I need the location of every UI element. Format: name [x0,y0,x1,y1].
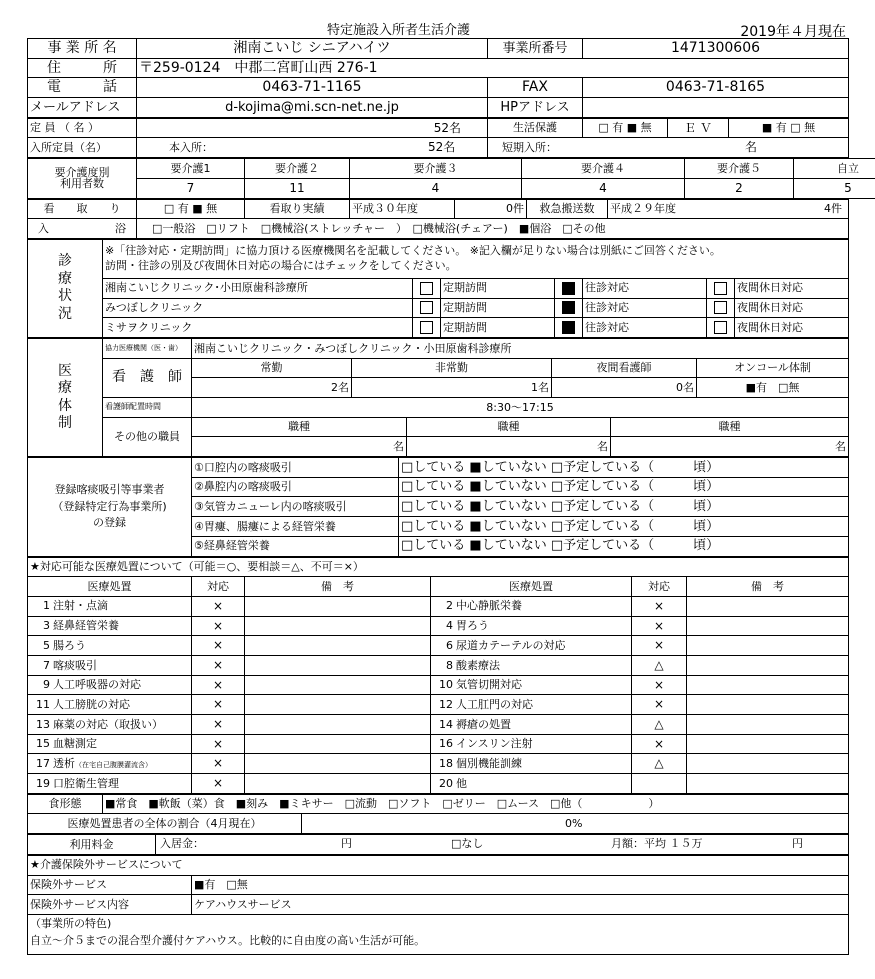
kyukyu-label: 救急搬送数 [527,199,608,219]
treatment-biko [687,596,849,616]
treatment-name [431,715,632,735]
treatment-biko [687,715,849,735]
care-level-label-1: 要介護度別 [54,165,110,179]
ev-value: ■ 有 □ 無 [729,118,849,138]
clinic-name: 湘南こいじクリニック･小田原歯科診療所 [103,278,413,298]
care-level-count: 7 [137,178,245,198]
teiin-label: 定 員 （ 名 ） [28,118,137,138]
hijokin-value: 1名 [352,378,552,398]
treatment-mark: × [192,754,245,774]
care-level-name: 要介護２ [245,159,350,179]
facility-hp [583,98,849,118]
shinryo-note [103,239,849,278]
treatment-biko [245,675,431,695]
treatment-mark: × [632,636,687,656]
treatment-no: 16 [439,737,453,751]
treatment-header-row [28,557,849,577]
jokin-label: 常勤 [192,358,352,378]
kakutan-item: ⑤経鼻経管栄養 [192,536,399,556]
seikatsu-label: 生活保護 [488,118,583,138]
mitori-table [27,199,849,239]
treatment-biko [245,754,431,774]
treatment-name [431,774,632,794]
kaigo-table [27,855,849,955]
kakutan-table [27,457,849,556]
row-shinryo-note [28,239,849,278]
treatment-mark: × [632,695,687,715]
clinic-row [28,318,849,338]
capacity-table [27,118,849,158]
care-level-name: 要介護４ [522,159,685,179]
oushin-checkbox[interactable] [555,318,583,338]
treatment-label: 透析 [53,756,75,770]
tel-label: 電 話 [28,78,137,98]
yakan-checkbox[interactable] [707,278,735,298]
shinryo-note-2: 訪問・往診の別及び夜間休日対応の場合にはチェックをしてください。 [105,258,457,272]
tanki-value: 名 [745,140,758,155]
kakutan-row [28,458,849,478]
facility-name: 湘南こいじ シニアハイツ [137,39,488,59]
getsugaku: 月額：平均 １５万 [611,837,703,851]
kaigo-header: ★介護保険外サービスについて [28,855,849,875]
treatment-name [28,675,192,695]
shinryo-table [27,239,849,338]
other-staff-label: その他の職員 [103,417,192,456]
kakutan-label-3: の登録 [93,516,126,530]
mitori-jisseki-label: 看取り実績 [245,199,350,219]
meals-options: ■常食 ■軟飯（菜）食 ■刻み ■ミキサー □流動 □ソフト □ゼリー □ムース □他（ ） [103,794,849,814]
treatment-label: 気管切開対応 [456,678,522,692]
treatment-label: 口腔衛生管理 [53,776,119,790]
ev-label: Ｅ Ｖ [668,118,729,138]
treatment-mark: × [192,715,245,735]
shinryo-note-1: ※「往診対応・定期訪問」に協力頂ける医療機関名を記載してください。 ※記入欄が足りない場合は別紙にご回答ください。 [105,244,721,258]
treatment-sub: （在宅自己腹膜灌流含） [75,760,152,769]
naiyo-value: ケアハウスサービス [192,895,849,915]
treatment-no: 2 [446,599,453,613]
care-level-count: 5 [794,178,875,198]
treatment-no: 14 [439,717,453,731]
facility-number: 1471300606 [583,39,849,59]
shinryo-label: 診 療 状 況 [28,239,103,337]
shokushu-label: 職種 [611,417,849,437]
treatment-mark: × [192,636,245,656]
treatment-no: 15 [36,737,50,751]
treatment-label: 酸素療法 [456,658,500,672]
treatment-label: 胃ろう [456,619,489,633]
row-mail [28,98,849,118]
treatment-name [28,616,192,636]
teiki-label: 定期訪問 [441,298,555,318]
treatment-no: 6 [446,638,453,652]
col-biko: 備 考 [687,577,849,597]
naiyo-label: 保険外サービス内容 [28,895,192,915]
row-fee [28,835,849,855]
mitori-count: 0件 [455,199,527,219]
treatment-biko [245,774,431,794]
ratio-label: 医療処置患者の全体の割合（4月現在） [28,814,302,834]
treatment-biko [245,616,431,636]
teiki-checkbox[interactable] [413,318,441,338]
kyukyu-cell [608,199,849,219]
address-label: 住 所 [28,58,137,78]
treatment-no: 8 [446,658,453,672]
treatment-label: 中心静脈栄養 [456,599,522,613]
hijokin-label: 非常勤 [352,358,552,378]
fee-table [27,834,849,855]
care-level-count: 2 [685,178,794,198]
treatment-no: 9 [43,678,50,692]
care-level-count: 4 [350,178,522,198]
treatment-label: 経鼻経管栄養 [53,619,119,633]
tanki-label: 短期入所： [502,141,557,155]
treatment-mark: × [192,655,245,675]
seikatsu-value: □ 有 ■ 無 [583,118,668,138]
tanki-cell [488,138,849,158]
treatment-no: 1 [43,599,50,613]
meals-label: 食形態 [28,794,103,814]
fax-label: FAX [488,78,583,98]
kyukyu-year: 平成２９年度 [610,202,676,216]
ratio-value: 0% [302,814,849,834]
teiki-label: 定期訪問 [441,278,555,298]
care-level-table [27,158,875,198]
misc-table [27,794,849,834]
shokushu-label: 職種 [407,417,611,437]
honnin-cell [137,138,488,158]
treatment-mark: × [192,695,245,715]
treatment-name [28,734,192,754]
iryo-table [27,338,849,457]
treatment-no: 11 [36,697,50,711]
yakan-label: 夜間休日対応 [735,278,849,298]
treatment-row [28,636,849,656]
treatment-biko [687,616,849,636]
row-tokushoku [28,914,849,954]
teiki-label: 定期訪問 [441,318,555,338]
care-level-count: 11 [245,178,350,198]
treatment-label: 腸ろう [53,638,86,652]
jokin-value: 2名 [192,378,352,398]
yakan-label: 夜間休日対応 [735,318,849,338]
treatment-biko [687,754,849,774]
treatment-name [431,596,632,616]
treatment-table [27,557,849,794]
treatment-biko [245,636,431,656]
nyukyo-yen: 円 [341,837,352,851]
kakutan-label-2: （登録特定行為事業所) [52,499,167,513]
row-gai [28,875,849,895]
yakan-nurse-label: 夜間看護師 [552,358,697,378]
row-ratio [28,814,849,834]
row-tel [28,78,849,98]
col-biko: 備 考 [245,577,431,597]
treatment-biko [245,596,431,616]
treatment-row [28,695,849,715]
treatment-mark: △ [632,754,687,774]
col-taiou: 対応 [192,577,245,597]
clinic-name: ミサヲクリニック [103,318,413,338]
honnin-label: 本入所： [169,141,213,155]
tokushoku-label: （事業所の特色) [30,916,112,930]
row-address [28,58,849,78]
treatment-biko [687,734,849,754]
treatment-label: 人工膀胱の対応 [53,697,130,711]
name-label: 事 業 所 名 [28,39,137,59]
haichi-label: 看護師配置時間 [103,398,192,418]
care-level-name: 要介護1 [137,159,245,179]
kyukyu-count: 4件 [824,202,842,216]
other-count: 名 [192,437,407,457]
care-level-name: 自立 [794,159,875,179]
kakutan-status: □している ■していない □予定している（ 頃） [399,458,849,478]
row-name [28,39,849,59]
treatment-label: 麻薬の対応（取扱い） [53,717,163,731]
fee-cell [156,835,849,855]
facility-mail: d-kojima@mi.scn-net.ne.jp [137,98,488,118]
treatment-label: 尿道カテーテルの対応 [456,638,566,652]
treatment-biko [245,655,431,675]
hp-label: HPアドレス [488,98,583,118]
treatment-label: 注射・点滴 [53,599,108,613]
treatment-no: 20 [439,776,453,790]
treatment-no: 18 [439,756,453,770]
clinic-row [28,278,849,298]
kakutan-item: ④胃瘻、腸瘻による経管栄養 [192,517,399,537]
treatment-name [431,655,632,675]
haichi-value: 8:30～17:15 [192,398,849,418]
treatment-name [28,596,192,616]
kakutan-item: ②鼻腔内の喀痰吸引 [192,477,399,497]
treatment-no: 5 [43,638,50,652]
treatment-biko [245,695,431,715]
oushin-checkbox[interactable] [555,298,583,318]
treatment-row [28,616,849,636]
treatment-label: 血糖測定 [53,737,97,751]
treatment-biko [687,655,849,675]
treatment-no: 7 [43,658,50,672]
treatment-biko [687,774,849,794]
yakan-nurse-value: 0名 [552,378,697,398]
nyukyo-label: 入居金： [160,837,204,851]
treatment-mark: × [192,774,245,794]
treatment-row [28,675,849,695]
col-name: 医療処置 [28,577,192,597]
treatment-label: 褥瘡の処置 [456,717,511,731]
row-teiin [28,118,849,138]
treatment-name [28,636,192,656]
col-name: 医療処置 [431,577,632,597]
treatment-biko [687,636,849,656]
row-haichi [28,398,849,418]
gai-label: 保険外サービス [28,875,192,895]
treatment-no: 19 [36,776,50,790]
gai-value: ■有 □無 [192,875,849,895]
treatment-mark: × [632,734,687,754]
oushin-label: 往診対応 [583,278,707,298]
treatment-name [431,675,632,695]
oncall-label: オンコール体制 [697,358,849,378]
treatment-name [431,616,632,636]
fee-label: 利用料金 [28,835,156,855]
treatment-name [28,754,192,774]
row-mitori [28,199,849,219]
treatment-row [28,596,849,616]
treatment-no: 17 [36,756,50,770]
treatment-row [28,655,849,675]
treatment-name [431,695,632,715]
treatment-name [28,695,192,715]
treatment-mark [632,774,687,794]
bath-label: 入 浴 [28,219,137,239]
treatment-mark: × [192,616,245,636]
treatment-rows [28,596,849,793]
kakutan-item: ①口腔内の喀痰吸引 [192,458,399,478]
honnin-value: 52名 [428,140,456,155]
other-count: 名 [407,437,611,457]
treatment-biko [687,675,849,695]
treatment-name [431,754,632,774]
facility-fax: 0463-71-8165 [583,78,849,98]
row-kyoryoku [28,338,849,358]
row-care-counts [28,178,875,198]
oncall-value: ■有 □無 [697,378,849,398]
nurse-label: 看 護 師 [103,358,192,397]
oushin-label: 往診対応 [583,298,707,318]
treatment-label: 人工呼吸器の対応 [53,678,141,692]
care-level-label-2: 利用者数 [60,177,104,191]
oushin-label: 往診対応 [583,318,707,338]
tokushoku-text: 自立～介５までの混合型介護付ケアハウス。比較的に自由度の高い生活が可能。 [30,934,426,948]
treatment-no: 12 [439,697,453,711]
treatment-mark: × [632,675,687,695]
kyoryoku-value: 湘南こいじクリニック・みつぼしクリニック・小田原歯科診療所 [192,338,849,358]
treatment-label: 個別機能訓練 [456,756,522,770]
row-care-names [28,159,875,179]
kakutan-label-1: 登録喀痰吸引等事業者 [54,483,165,497]
treatment-name [431,636,632,656]
treatment-mark: × [192,675,245,695]
kyoryoku-label: 協力医療機関（医・歯） [103,338,192,358]
other-count: 名 [611,437,849,457]
kakutan-item: ③気管カニューレ内の喀痰吸引 [192,497,399,517]
kakutan-status: □している ■していない □予定している（ 頃） [399,536,849,556]
clinic-row [28,298,849,318]
care-level-count: 4 [522,178,685,198]
oushin-checkbox[interactable] [555,278,583,298]
treatment-name [28,774,192,794]
sheet-header [27,17,848,38]
row-other-head [28,417,849,437]
treatment-name [28,715,192,735]
basic-info-table [27,38,849,118]
care-level-label [28,159,137,198]
treatment-label: インスリン注射 [456,737,533,751]
mitori-year: 平成３０年度 [350,199,455,219]
shokushu-label: 職種 [192,417,407,437]
kakutan-label [28,458,192,556]
treatment-mark: △ [632,655,687,675]
treatment-no: 3 [43,619,50,633]
treatment-column-row [28,577,849,597]
row-meals [28,794,849,814]
nashi-option: □なし [451,837,484,851]
yakan-checkbox[interactable] [707,298,735,318]
mail-label: メールアドレス [28,98,137,118]
treatment-label: 他 [456,776,467,790]
treatment-mark: × [632,616,687,636]
treatment-label: 喀痰吸引 [53,658,97,672]
sheet-date: 2019年４月現在 [740,24,846,40]
row-naiyo [28,895,849,915]
facility-tel: 0463-71-1165 [137,78,488,98]
teiki-checkbox[interactable] [413,298,441,318]
treatment-mark: × [632,596,687,616]
treatment-mark: △ [632,715,687,735]
row-kaigo-head [28,855,849,875]
nyusho-label: 入所定員（名） [28,138,137,158]
treatment-header: ★対応可能な医療処置について（可能＝○、要相談＝△、不可＝×） [28,557,849,577]
row-nurse-head [28,358,849,378]
row-bath [28,219,849,239]
treatment-no: 10 [439,678,453,692]
sheet-title: 特定施設入所者生活介護 [327,23,471,38]
teiin-value: 52名 [137,118,488,138]
treatment-biko [245,715,431,735]
col-taiou: 対応 [632,577,687,597]
bath-options: □一般浴 □リフト □機械浴(ストレッチャー ） □機械浴(チェアー) ■個浴 □その他 [137,219,849,239]
yakan-checkbox[interactable] [707,318,735,338]
care-level-name: 要介護３ [350,159,522,179]
treatment-no: 13 [36,717,50,731]
treatment-biko [245,734,431,754]
facility-sheet [27,17,859,955]
treatment-name [28,655,192,675]
yakan-label: 夜間休日対応 [735,298,849,318]
iryo-label: 医 療 体 制 [28,338,103,456]
treatment-row [28,774,849,794]
number-label: 事業所番号 [488,39,583,59]
tokushoku-cell [28,914,849,954]
getsugaku-yen: 円 [792,837,803,851]
treatment-label: 人工肛門の対応 [456,697,533,711]
treatment-row [28,715,849,735]
care-level-name: 要介護５ [685,159,794,179]
kakutan-status: □している ■していない □予定している（ 頃） [399,477,849,497]
treatment-biko [687,695,849,715]
treatment-no: 4 [446,619,453,633]
clinic-name: みつぼしクリニック [103,298,413,318]
row-nyusho [28,138,849,158]
teiki-checkbox[interactable] [413,278,441,298]
kakutan-status: □している ■していない □予定している（ 頃） [399,517,849,537]
treatment-row [28,734,849,754]
treatment-row [28,754,849,774]
treatment-name [431,734,632,754]
mitori-label: 看 取 り [28,199,137,219]
mitori-value: □ 有 ■ 無 [137,199,245,219]
kakutan-status: □している ■していない □予定している（ 頃） [399,497,849,517]
treatment-mark: × [192,596,245,616]
treatment-mark: × [192,734,245,754]
facility-address: 〒259-0124 中郡二宮町山西 276-1 [137,58,849,78]
